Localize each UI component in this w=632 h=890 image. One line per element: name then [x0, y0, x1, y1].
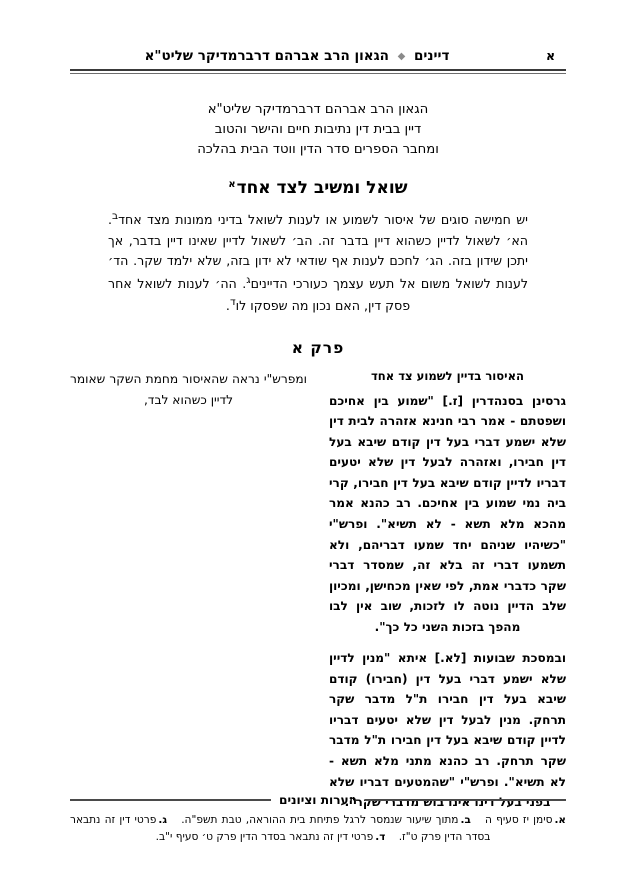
- section-label: האיסור בדיין לשמוע צד אחד: [370, 368, 524, 383]
- footnote-marker-alef: א: [228, 178, 236, 190]
- footnote-marker: ד.: [375, 830, 386, 843]
- running-head-book-title: דיינים: [414, 48, 450, 64]
- essay-title: [70, 178, 566, 198]
- author-role: דיין בבית דין נתיבות חיים והישר והטוב: [214, 122, 422, 138]
- footnotes-rule-right: [365, 799, 566, 801]
- footnotes-section: [70, 793, 566, 846]
- essay-title-text: שואל ומשיב לצד אחד: [236, 178, 408, 199]
- footnote-item: [485, 814, 566, 826]
- paragraph: ומפרש"י נראה שהאיסור מחמת השקר שאומר לדיין כשהוא לבד,: [70, 371, 307, 407]
- footnotes-title: הערות וציונים: [278, 792, 358, 807]
- footnotes-body: [70, 812, 566, 846]
- author-works: ומחבר הספרים סדר הדין ווטד הבית בהלכה: [197, 142, 439, 158]
- author-name: הגאון הרב אברהם דרברמדיקר שליט"א: [207, 102, 429, 117]
- footnote-text: סימן יז סעיף ה: [484, 813, 553, 826]
- intro-paragraph: יש חמישה סוגים של איסור לשמוע או לענות לשואל בדיני ממונות מצד אחד$^ב$. הא׳ לשאול לדיין כשהוא דיין בדבר זה. הב׳ לשאול לדיין שאינו דיין בדבר, אך יתכן שידון בזה. הג׳ לחכם לענות אף שודאי לא ידון בזה, שלא ילמד שקר. הד׳ לענות לשואל משום אל תעש עצמך כעורכי הדיינים$^ג$. הה׳ לענות לשואל אחר פסק דין, האם נכון מה שפסקו לו$^ד$.: [108, 210, 528, 314]
- running-head: [70, 48, 566, 68]
- page-content-area: [70, 48, 566, 846]
- paragraph: ובמסכת שבועות [לא.] איתא "מנין לדיין שלא ישמע דברי בעל דין (חבירו) קודם שיבא בעל דין חבירו ת"ל מדבר שקר תרחק. מנין לבעל דין שלא יטעים דבריו לדיין קודם שיבא בעל דין חבירו ת"ל מדבר שקר תרחק. רב כהנא מתני מלא תשא - לא תשיא". ופרש"י "שהמטעים דבריו שלא בפני בעל דינו אינו בוש מדברי שקר".: [329, 651, 566, 810]
- footnotes-rule-left: [70, 799, 271, 801]
- diamond-icon: ◆: [397, 50, 406, 62]
- running-head-title: [70, 48, 546, 64]
- footnote-item: [181, 814, 471, 826]
- footnote-marker: א.: [554, 813, 566, 826]
- paragraph: גרסינן בסנהדרין [ז.] "שמוע בין אחיכם ושפטתם - אמר רבי חנינא אזהרה לבית דין שלא ישמע דברי בעל דין קודם שיבא בעל דין חבירו, ואזהרה לבעל דין שלא יטעים דבריו לדיין קודם שיבא בעל דין חבירו, קרי ביה נמי שמוע בין אחיכם. רב כהנא אמר מהכא מלא תשא - לא תשיא". ופרש"י "כשיהיו שניהם יחד שמעו דבריהם, ולא תשמעו דברי זה בלא זה, שמסדר דברי שקר כדברי אמת, לפי שאין מכחישן, ומכיון שלב הדיין נוטה לו לזכות, שוב אין לבו מהפך בזכות השני כל כך".: [329, 393, 566, 634]
- footnotes-header: [70, 793, 566, 807]
- body-columns: [70, 369, 566, 824]
- header-divider: [70, 69, 566, 74]
- column-left: [70, 369, 307, 422]
- footnote-text: פרטי דין זה נתבאר בסדר הדין פרק ט"ז.: [70, 813, 491, 843]
- column-right: [329, 369, 566, 824]
- footnote-text: מתוך שיעור שנמסר לרגל פתיחת בית ההוראה, טבת תשפ"ה.: [181, 813, 459, 826]
- chapter-heading: פרק א: [291, 338, 345, 357]
- running-head-author: הגאון הרב אברהם דרברמדיקר שליט"א: [144, 48, 389, 64]
- author-block: [70, 100, 566, 160]
- folio-number: א: [546, 48, 556, 63]
- footnote-text: פרטי דין זה נתבאר בסדר הדין פרק ט׳ סעיף י"ב.: [155, 830, 374, 843]
- footnote-item: [156, 831, 386, 843]
- footnote-marker: ג.: [158, 813, 167, 826]
- footnote-marker: ב.: [460, 813, 471, 826]
